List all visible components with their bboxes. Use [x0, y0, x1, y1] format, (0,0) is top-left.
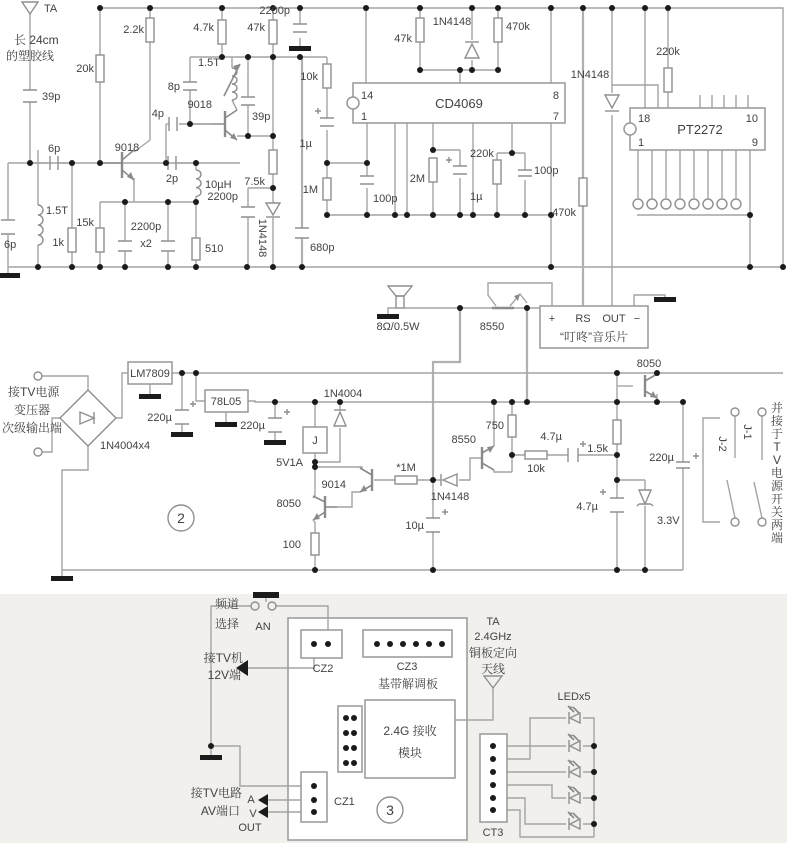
resistor-1M	[323, 178, 331, 200]
label-750: 750	[485, 420, 504, 432]
ground-c1-left	[0, 267, 20, 278]
label-music-plus: +	[548, 313, 556, 325]
label-9018-2: 9018	[187, 99, 212, 111]
cap-220u-b	[268, 409, 290, 432]
label-board-name: 基带解调板	[377, 677, 439, 691]
cap-2200p-mid	[241, 207, 255, 217]
transistor-9018-1	[100, 150, 134, 180]
label-8550-b: 8550	[451, 434, 476, 446]
resistor-2M	[429, 158, 437, 182]
label-220k-top: 220k	[656, 46, 680, 58]
label-9014: 9014	[321, 479, 346, 491]
input-terminal-top	[34, 372, 42, 380]
label-39p-left: 39p	[42, 91, 61, 103]
diode-1N4148-c	[605, 95, 619, 111]
ground-c2	[51, 576, 73, 581]
label-cz2: CZ2	[312, 663, 334, 675]
antenna-icon	[22, 2, 38, 14]
cap-39p-left	[23, 90, 37, 102]
label-4.7k: 4.7k	[193, 22, 214, 34]
resistor-10k-b	[525, 451, 547, 459]
label-in2: 变压器	[14, 403, 51, 417]
diode-1N4148-d	[441, 474, 457, 486]
label-39p-top: 39p	[252, 111, 271, 123]
label-1.5T-left: 1.5T	[46, 205, 69, 217]
label-bridge: 1N4004x4	[100, 440, 151, 452]
resistor-2.2k	[146, 18, 154, 42]
label-ledx5: LEDx5	[557, 691, 591, 703]
label-pin9: 9	[751, 137, 758, 149]
ground-78l05	[215, 422, 237, 427]
transistor-9014	[360, 468, 372, 492]
label-10k: 10k	[300, 71, 318, 83]
input-terminal-bottom	[34, 448, 42, 456]
j1-terminal-top	[731, 408, 739, 416]
label-speaker: 8Ω/0.5W	[376, 321, 420, 333]
diode-1N4148-b	[465, 42, 479, 58]
label-pin14: 14	[361, 90, 374, 102]
circuit1-components	[0, 2, 765, 278]
j2-terminal-bottom	[758, 518, 766, 526]
resistor-1.5k	[613, 420, 621, 444]
resistor-470k-top	[494, 18, 502, 42]
label-2200p-x2: 2200p	[130, 221, 162, 233]
label-2.2k: 2.2k	[123, 24, 144, 36]
label-2p: 2p	[165, 173, 179, 185]
label-ta2-1: TA	[486, 616, 500, 628]
resistor-4.7k	[218, 20, 226, 44]
label-4.7u-a: 4.7µ	[540, 431, 562, 443]
label-8050-top: 8050	[636, 358, 662, 370]
label-x2: x2	[140, 238, 152, 250]
label-4.7u-b: 4.7µ	[576, 501, 598, 513]
label-pt2272: PT2272	[677, 122, 723, 137]
ground-c3	[200, 755, 222, 760]
label-cz3: CZ3	[396, 661, 418, 673]
label-ct3: CT3	[482, 827, 504, 839]
label-num-2: 2	[177, 510, 185, 526]
label-4p: 4p	[151, 108, 164, 120]
ground-music	[654, 297, 676, 302]
label-100p-b: 100p	[534, 165, 559, 177]
coil-10uH	[196, 170, 201, 196]
label-av1: 接TV电路	[190, 786, 242, 800]
label-j1: J-1	[741, 424, 753, 440]
cap-4.7u-a	[568, 441, 586, 462]
label-music-rs: RS	[575, 313, 591, 325]
transistor-8050-top	[645, 374, 657, 398]
transistor-8050-low	[313, 496, 337, 520]
cap-8p	[183, 82, 197, 90]
label-relay-j: J	[312, 435, 318, 447]
cap-220u-a	[175, 401, 196, 424]
label-pin8: 8	[552, 90, 559, 102]
label-8550-music: 8550	[479, 321, 505, 333]
label-in3: 次级输出端	[2, 421, 63, 435]
label-tv12-2: 12V端	[207, 668, 241, 682]
label-music-minus: −	[633, 313, 641, 325]
label-ta2-2: 2.4GHz	[474, 631, 512, 643]
ground-220u-b	[264, 440, 286, 445]
cap-2200p-top	[293, 24, 307, 32]
label-channel-2: 选择	[215, 617, 240, 631]
resistor-47k-top	[416, 18, 424, 42]
zener-3.3V	[637, 490, 653, 506]
j2-terminal-top	[758, 408, 766, 416]
resistor-510	[192, 238, 200, 260]
cap-1u-b	[446, 157, 467, 174]
label-47k-left: 47k	[247, 22, 265, 34]
resistor-1M-star	[395, 476, 417, 484]
label-1N4148-a: 1N4148	[256, 218, 268, 258]
cap-2200p-b	[161, 241, 175, 251]
cap-1u-a	[315, 108, 334, 126]
label-1M: 1M	[302, 184, 318, 196]
ground-2200p-top	[289, 46, 311, 51]
label-pin1b: 1	[638, 137, 645, 149]
label-ant1: 长 24cm	[14, 33, 59, 47]
label-1k: 1k	[52, 237, 64, 249]
label-pin-out: OUT	[238, 822, 262, 834]
label-220u-a: 220µ	[147, 412, 172, 424]
label-220u-b: 220µ	[240, 420, 265, 432]
resistor-470k-right	[579, 178, 587, 206]
label-music-name: “叮咚”音乐片	[560, 330, 628, 344]
label-10k-b: 10k	[527, 463, 545, 475]
label-47k-top: 47k	[394, 33, 412, 45]
label-1N4004: 1N4004	[323, 388, 363, 400]
label-module-2: 模块	[397, 746, 423, 760]
resistor-47k-left	[269, 20, 277, 44]
label-1N4148-c: 1N4148	[570, 69, 610, 81]
label-5v1a: 5V1A	[276, 457, 303, 469]
cap-10u	[426, 509, 448, 532]
pt2272-pads	[633, 199, 741, 209]
label-j2: J-2	[716, 436, 728, 452]
label-module-1: 2.4G 接收	[383, 724, 437, 738]
label-num-3: 3	[386, 802, 394, 818]
label-15k: 15k	[76, 217, 94, 229]
label-100: 100	[282, 539, 301, 551]
label-100p-a: 100p	[373, 193, 398, 205]
label-in1: 接TV电源	[8, 385, 60, 399]
labels-mid	[376, 313, 661, 370]
resistor-1k	[68, 228, 76, 252]
label-lm7809: LM7809	[130, 368, 170, 380]
transistor-8550-b	[482, 446, 494, 470]
resistor-7.5k	[269, 150, 277, 174]
cap-39p-top	[241, 97, 255, 105]
label-pin-a: A	[247, 794, 255, 806]
label-cz1: CZ1	[334, 796, 355, 808]
label-3.3V: 3.3V	[657, 515, 680, 527]
label-2M: 2M	[409, 173, 425, 185]
label-680p: 680p	[310, 242, 335, 254]
label-1u-b: 1µ	[470, 191, 483, 203]
module-2.4g-box	[365, 700, 455, 778]
label-pin18: 18	[638, 113, 651, 125]
transistor-8550-music	[492, 294, 520, 308]
label-470k-right: 470k	[552, 207, 576, 219]
label-tv12-1: 接TV机	[203, 651, 243, 665]
label-pin10: 10	[745, 113, 758, 125]
label-an: AN	[255, 621, 271, 633]
resistor-10k	[323, 64, 331, 88]
label-1M-star: *1M	[396, 462, 416, 474]
label-1u-a: 1µ	[299, 138, 312, 150]
label-cd4069: CD4069	[435, 96, 483, 111]
cap-6p-shunt	[1, 220, 15, 234]
label-20k: 20k	[76, 63, 94, 75]
cap-4.7u-b	[600, 489, 624, 512]
label-1N4148-d: 1N4148	[430, 491, 470, 503]
label-tv-switch-note: 并接于 T V 电源开关两端	[770, 401, 784, 545]
label-10u: 10µ	[405, 520, 424, 532]
label-music-out: OUT	[602, 313, 626, 325]
resistor-220k-top	[664, 68, 672, 92]
label-6p-series: 6p	[48, 143, 61, 155]
label-510: 510	[205, 243, 224, 255]
ground-220u-a	[171, 432, 193, 437]
labels-c2	[2, 368, 784, 551]
ground-lm7809	[139, 394, 161, 399]
resistor-100	[311, 533, 319, 555]
label-7.5k: 7.5k	[244, 176, 265, 188]
circuit2-wires	[42, 373, 783, 576]
label-10uH: 10µH	[205, 179, 232, 191]
label-2200p-mid: 2200p	[207, 191, 238, 203]
label-ant2: 的塑胶线	[6, 49, 55, 63]
label-9018-1: 9018	[114, 142, 140, 154]
label-ta2-3: 铜板定向	[468, 646, 518, 660]
cap-2200p-a	[118, 241, 132, 251]
diode-1N4004	[334, 410, 346, 426]
label-1.5T-var: 1.5T	[197, 57, 220, 69]
label-ta: TA	[44, 3, 58, 15]
cap-100p-a	[360, 176, 374, 184]
label-220k-a: 220k	[470, 148, 494, 160]
transistor-9018-2	[213, 110, 237, 140]
cap-220u-c	[676, 453, 699, 468]
cap-680p	[295, 228, 309, 238]
resistor-15k	[96, 228, 104, 252]
label-6p-shunt: 6p	[4, 239, 17, 251]
label-av2: AV端口	[200, 804, 240, 818]
label-220u-c: 220µ	[649, 452, 674, 464]
resistor-750	[508, 415, 516, 437]
label-78l05: 78L05	[210, 396, 242, 408]
label-1N4148-b: 1N4148	[432, 16, 472, 28]
ground-speaker	[377, 314, 399, 319]
label-470k-top: 470k	[506, 21, 530, 33]
label-8p: 8p	[167, 81, 180, 93]
resistor-20k	[96, 55, 104, 82]
speaker	[388, 286, 412, 308]
cz2-connector	[301, 630, 342, 658]
label-8050-low: 8050	[276, 498, 301, 510]
diode-1N4148-a	[266, 203, 280, 217]
bridge-rectifier	[60, 390, 116, 446]
label-ta2-4: 天线	[480, 662, 506, 676]
label-pin1: 1	[361, 111, 368, 123]
label-1.5k: 1.5k	[587, 443, 608, 455]
j1-terminal-bottom	[731, 518, 739, 526]
module-pin-header	[338, 706, 362, 772]
label-pin7: 7	[552, 111, 559, 123]
label-2200p-top: 2200p	[259, 5, 290, 17]
cap-4p	[169, 117, 177, 131]
label-pin-v: V	[249, 808, 257, 820]
resistor-220k-a	[493, 160, 501, 184]
cap-100p-b	[518, 170, 532, 176]
label-channel-1: 频道	[215, 597, 240, 611]
coil-1.5T-left	[38, 205, 43, 245]
